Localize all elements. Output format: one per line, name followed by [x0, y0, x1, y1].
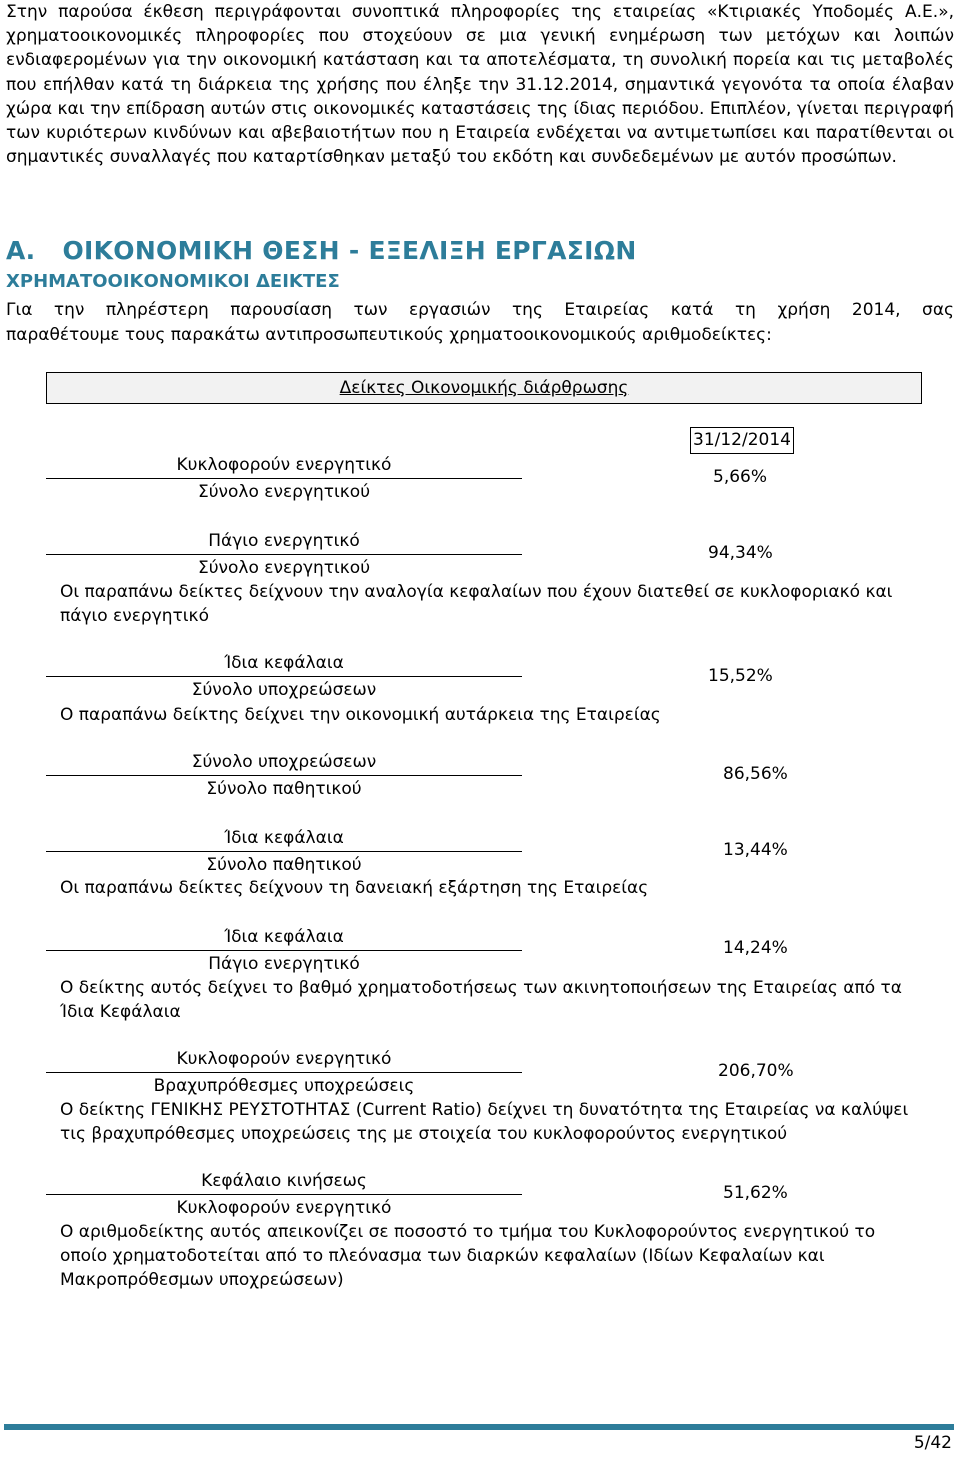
ratio-note: Ο παραπάνω δείκτης δείχνει την οικονομική αυτάρκεια της Εταιρείας	[60, 705, 661, 725]
ratio-fraction	[46, 1047, 522, 1098]
ratio-fraction	[46, 529, 522, 580]
fraction-line	[46, 775, 522, 776]
fraction-line	[46, 1194, 522, 1195]
ratio-numerator: Κεφάλαιο κινήσεως	[201, 1171, 367, 1191]
fraction-line	[46, 676, 522, 677]
lead-line-2: παραθέτουμε τους παρακάτω αντιπροσωπευτικούς χρηματοοικονομικούς αριθμοδείκτες:	[6, 325, 772, 345]
fraction-line	[46, 478, 522, 479]
ratio-value: 5,66%	[713, 467, 768, 487]
footer-rule	[4, 1424, 954, 1430]
ratio-value: 13,44%	[723, 840, 788, 860]
ratio-numerator: Σύνολο υποχρεώσεων	[191, 752, 377, 772]
section-heading: Α. ΟΙΚΟΝΟΜΙΚΗ ΘΕΣΗ - ΕΞΕΛΙΞΗ ΕΡΓΑΣΙΩΝ	[6, 236, 637, 265]
ratio-numerator: Πάγιο ενεργητικό	[208, 531, 360, 551]
table-title: Δείκτες Οικονομικής διάρθρωσης	[339, 378, 629, 398]
ratio-numerator: Κυκλοφορούν ενεργητικό	[176, 1049, 392, 1069]
ratio-value: 51,62%	[723, 1183, 788, 1203]
table-title-box	[46, 372, 922, 404]
ratio-denominator: Σύνολο παθητικού	[206, 779, 362, 799]
ratio-denominator: Σύνολο παθητικού	[206, 855, 362, 875]
ratio-value: 14,24%	[723, 938, 788, 958]
ratio-numerator: Κυκλοφορούν ενεργητικό	[176, 455, 392, 475]
ratio-denominator: Κυκλοφορούν ενεργητικό	[176, 1198, 392, 1218]
ratio-note: Οι παραπάνω δείκτες δείχνουν την αναλογία κεφαλαίων που έχουν διατεθεί σε κυκλοφοριακό και πάγιο ενεργητικό	[60, 582, 893, 626]
ratio-fraction	[46, 826, 522, 877]
fraction-line	[46, 1072, 522, 1073]
page-number: 5/42	[913, 1433, 952, 1453]
ratio-denominator: Σύνολο ενεργητικού	[197, 558, 371, 578]
section-subheading: ΧΡΗΜΑΤΟΟΙΚΟΝΟΜΙΚΟΙ ΔΕΙΚΤΕΣ	[6, 271, 340, 292]
fraction-line	[46, 950, 522, 951]
lead-paragraph	[6, 298, 954, 348]
ratio-value: 94,34%	[708, 543, 773, 563]
ratio-fraction	[46, 651, 522, 702]
ratio-note: Ο δείκτης αυτός δείχνει το βαθμό χρηματοδοτήσεως των ακινητοποιήσεων της Εταιρείας από τα Ίδια Κεφάλαια	[60, 978, 902, 1022]
date-header: 31/12/2014	[690, 427, 794, 454]
ratio-denominator: Σύνολο ενεργητικού	[197, 482, 371, 502]
lead-line-1: Για την πληρέστερη παρουσίαση των εργασιών της Εταιρείας κατά τη χρήση 2014, σας	[6, 300, 954, 320]
ratio-note: Οι παραπάνω δείκτες δείχνουν τη δανειακή εξάρτηση της Εταιρείας	[60, 878, 649, 898]
ratio-numerator: Ίδια κεφάλαια	[224, 653, 344, 673]
intro-paragraph: Στην παρούσα έκθεση περιγράφονται συνοπτικά πληροφορίες της εταιρείας «Κτιριακές Υποδομές Α.Ε.», χρηματοοικονομικές πληροφορίες που στοχεύουν σε μια γενική ενημέρωση των μετόχων και λοιπών ενδιαφερομένων για την οικονομική κατάσταση και τα αποτελέσματα, τη συνολική πορεία και τις μεταβολές που επήλθαν κατά τη διάρκεια της χρήσης που έληξε την 31.12.2014, σημαντικά γεγονότα τα οποία έλαβαν χώρα και την επίδραση αυτών στις οικονομικές καταστάσεις της ίδιας περιόδου. Επιπλέον, γίνεται περιγραφή των κυριότερων κινδύνων και αβεβαιοτήτων που η Εταιρεία ενδέχεται να αντιμετωπίσει και παρατίθενται οι σημαντικές συναλλαγές που καταρτίσθηκαν μεταξύ του εκδότη και συνδεδεμένων με αυτόν προσώπων.	[6, 2, 954, 168]
ratio-fraction	[46, 1169, 522, 1220]
ratio-denominator: Βραχυπρόθεσμες υποχρεώσεις	[153, 1076, 415, 1096]
ratio-denominator: Σύνολο υποχρεώσεων	[191, 680, 377, 700]
ratio-value: 206,70%	[718, 1061, 794, 1081]
ratio-note: Ο δείκτης ΓΕΝΙΚΗΣ ΡΕΥΣΤΟΤΗΤΑΣ (Current Ratio) δείχνει τη δυνατότητα της Εταιρείας να καλύψει τις βραχυπρόθεσμες υποχρεώσεις της με στοιχεία του κυκλοφορούντος ενεργητικού	[60, 1100, 909, 1144]
ratio-numerator: Ίδια κεφάλαια	[224, 828, 344, 848]
ratio-fraction	[46, 925, 522, 976]
ratio-value: 15,52%	[708, 666, 773, 686]
ratio-fraction	[46, 453, 522, 504]
ratio-fraction	[46, 750, 522, 801]
ratio-note: Ο αριθμοδείκτης αυτός απεικονίζει σε ποσοστό το τμήμα του Κυκλοφορούντος ενεργητικού το οποίο χρηματοδοτείται από το πλεόνασμα των διαρκών κεφαλαίων (Ιδίων Κεφαλαίων και Μακροπρόθεσμων υποχρεώσεων)	[60, 1222, 876, 1290]
ratio-value: 86,56%	[723, 764, 788, 784]
fraction-line	[46, 851, 522, 852]
ratio-denominator: Πάγιο ενεργητικό	[208, 954, 360, 974]
fraction-line	[46, 554, 522, 555]
ratio-numerator: Ίδια κεφάλαια	[224, 927, 344, 947]
